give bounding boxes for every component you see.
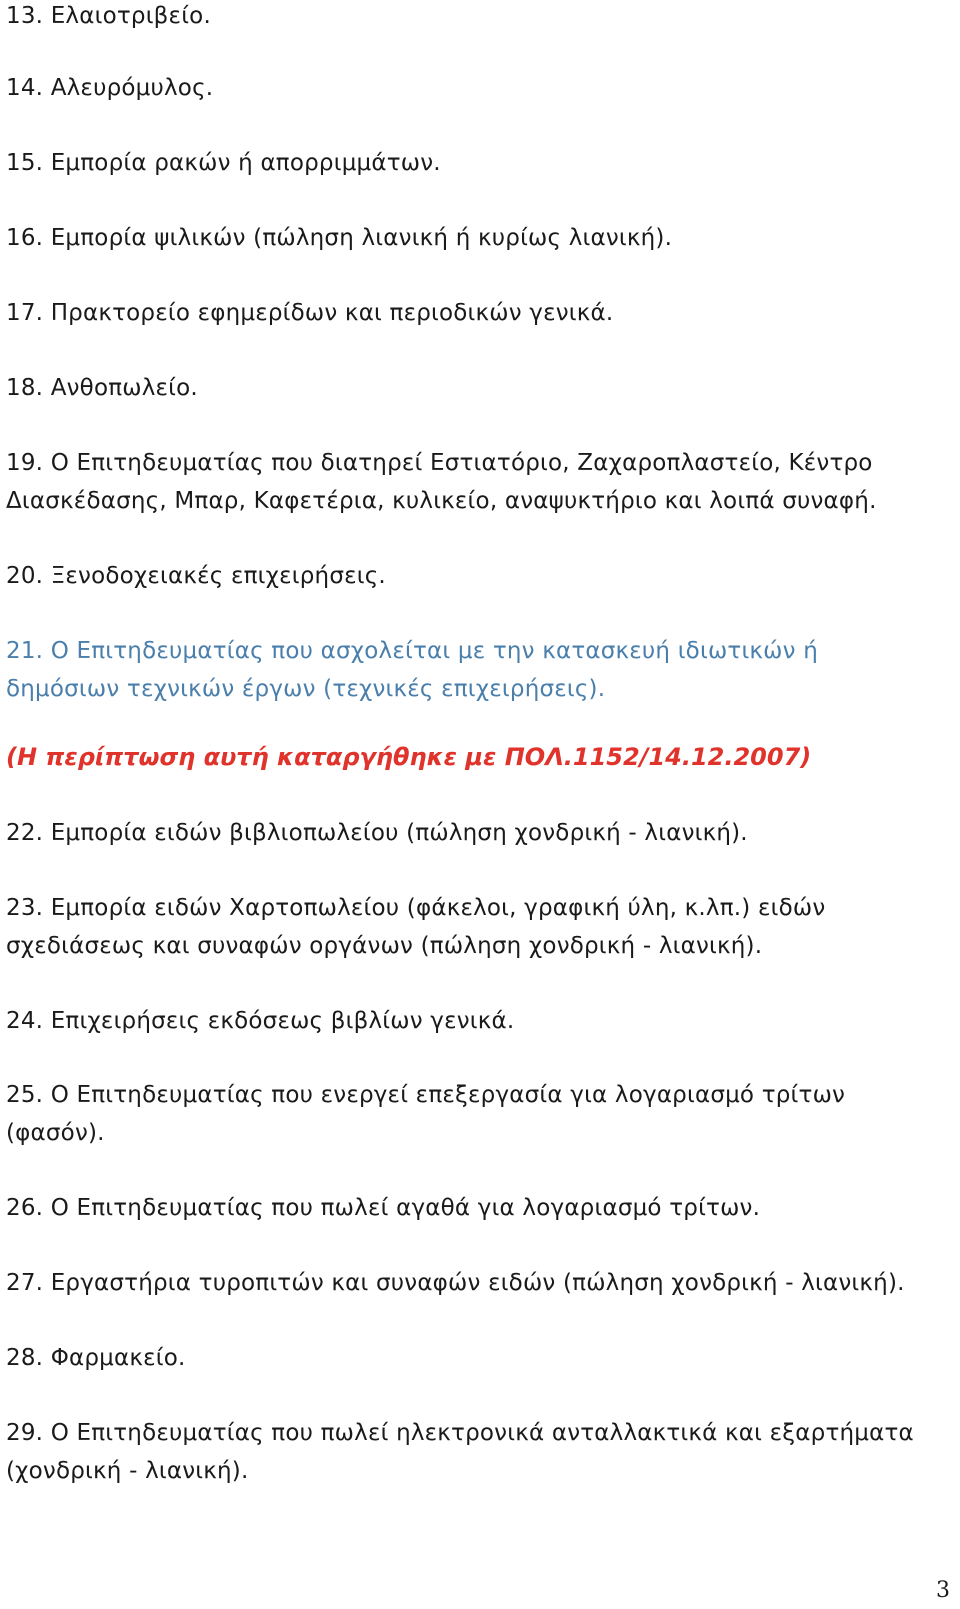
list-item-text: 19. Ο Επιτηδευματίας που διατηρεί Εστιατόριο, Ζαχαροπλαστείο, Κέντρο [6, 450, 873, 476]
list-item-text: 23. Εμπορία ειδών Χαρτοπωλείου (φάκελοι, γραφική ύλη, κ.λπ.) ειδών [6, 895, 826, 921]
list-item-text: 27. Εργαστήρια τυροπιτών και συναφών ειδών (πώληση χονδρική - λιανική). [6, 1270, 905, 1296]
page-number: 3 [936, 1578, 950, 1603]
list-item-24 [6, 1002, 946, 1040]
list-item-21 [6, 632, 946, 708]
list-item-16 [6, 219, 946, 257]
list-item-15 [6, 144, 946, 182]
list-item-13 [6, 0, 946, 35]
list-item-text: δημόσιων τεχνικών έργων (τεχνικές επιχειρήσεις). [6, 676, 606, 702]
list-item-26 [6, 1189, 946, 1227]
list-item-text: 24. Επιχειρήσεις εκδόσεως βιβλίων γενικά. [6, 1008, 515, 1034]
list-item-27 [6, 1264, 946, 1302]
list-item-22 [6, 814, 946, 852]
list-item-28 [6, 1339, 946, 1377]
list-item-text: 15. Εμπορία ρακών ή απορριμμάτων. [6, 150, 441, 176]
list-item-text: 16. Εμπορία ψιλικών (πώληση λιανική ή κυρίως λιανική). [6, 225, 673, 251]
list-item-17 [6, 294, 946, 332]
list-item-23 [6, 889, 946, 965]
list-item-text: 13. Ελαιοτριβείο. [6, 3, 211, 29]
list-item-25 [6, 1076, 946, 1152]
list-item-29 [6, 1414, 946, 1490]
list-item-text: 17. Πρακτορείο εφημερίδων και περιοδικών γενικά. [6, 300, 614, 326]
list-item-text: 14. Αλευρόμυλος. [6, 75, 214, 101]
list-item-text: (χονδρική - λιανική). [6, 1458, 249, 1484]
list-item-text: 18. Ανθοπωλείο. [6, 375, 198, 401]
list-item-text: Διασκέδασης, Μπαρ, Καφετέρια, κυλικείο, αναψυκτήριο και λοιπά συναφή. [6, 488, 877, 514]
list-item-text: 21. Ο Επιτηδευματίας που ασχολείται με την κατασκευή ιδιωτικών ή [6, 638, 818, 664]
list-item-text: (φασόν). [6, 1120, 105, 1146]
list-item-text: 26. Ο Επιτηδευματίας που πωλεί αγαθά για λογαριασμό τρίτων. [6, 1195, 761, 1221]
abolition-note: (Η περίπτωση αυτή καταργήθηκε με ΠΟΛ.1152/14.12.2007) [6, 743, 812, 771]
list-item-text: 22. Εμπορία ειδών βιβλιοπωλείου (πώληση χονδρική - λιανική). [6, 820, 748, 846]
list-item-20 [6, 557, 946, 595]
list-item-text: σχεδιάσεως και συναφών οργάνων (πώληση χονδρική - λιανική). [6, 933, 763, 959]
list-item-text: 28. Φαρμακείο. [6, 1345, 186, 1371]
list-item-18 [6, 369, 946, 407]
list-item-19 [6, 444, 946, 520]
list-item-14 [6, 69, 946, 107]
list-item-text: 25. Ο Επιτηδευματίας που ενεργεί επεξεργασία για λογαριασμό τρίτων [6, 1082, 846, 1108]
list-item-text: 20. Ξενοδοχειακές επιχειρήσεις. [6, 563, 386, 589]
list-item-text: 29. Ο Επιτηδευματίας που πωλεί ηλεκτρονικά ανταλλακτικά και εξαρτήματα [6, 1420, 914, 1446]
